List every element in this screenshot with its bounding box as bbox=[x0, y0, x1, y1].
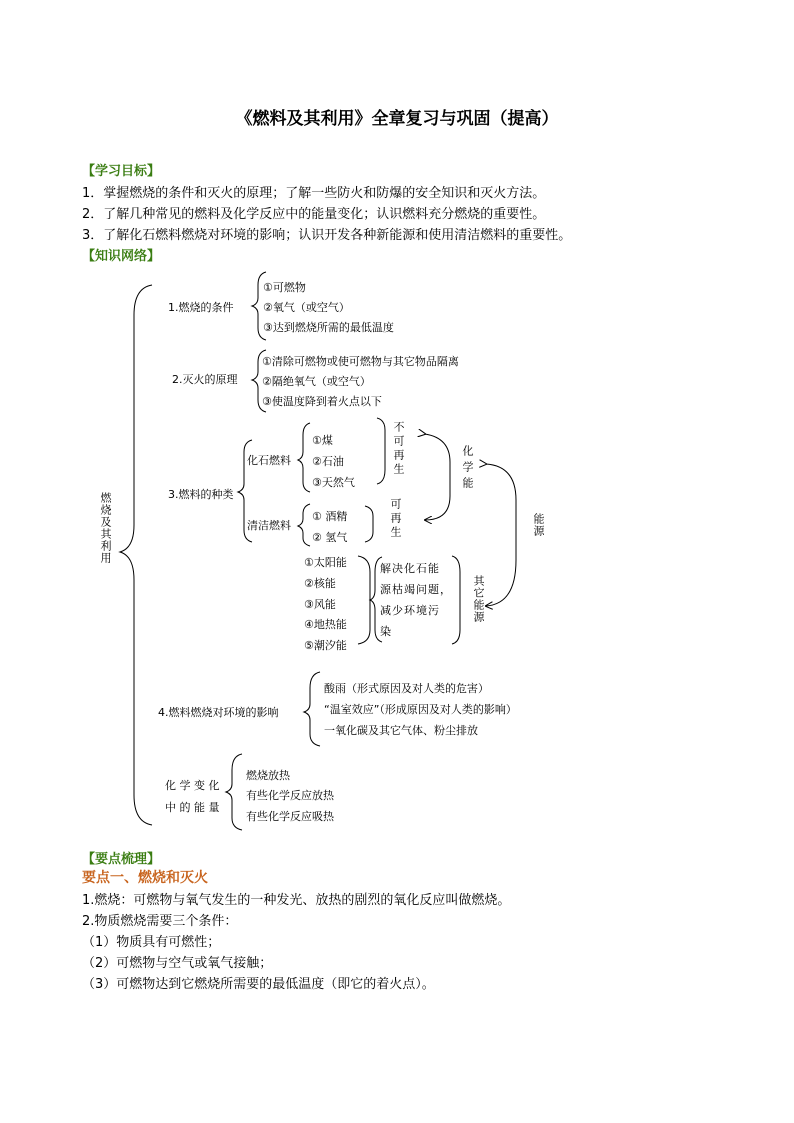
solve-line: 源枯竭问题， bbox=[380, 583, 452, 596]
combustion-item: ③达到燃烧所需的最低温度 bbox=[263, 321, 394, 334]
connector-energy bbox=[486, 464, 516, 606]
objectives-heading: 【学习目标】 bbox=[82, 164, 161, 179]
objective-item: 3．了解化石燃料燃烧对环境的影响；认识开发各种新能源和使用清洁燃料的重要性。 bbox=[82, 228, 572, 243]
brace-fossil bbox=[298, 423, 310, 492]
bracket-other-energy bbox=[452, 556, 460, 644]
clean-item: ② 氢气 bbox=[312, 531, 348, 544]
energy-label: 能源 bbox=[532, 513, 545, 537]
energy-change-label: 化 学 变 化 bbox=[165, 779, 220, 792]
environment-item: “温室效应”（形成原因及对人类的影响） bbox=[324, 703, 517, 716]
brace-clean bbox=[298, 504, 310, 546]
keypoint-line: （3）可燃物达到它燃烧所需要的最低温度（即它的着火点）。 bbox=[82, 977, 435, 992]
energy-change-item: 燃烧放热 bbox=[246, 769, 290, 782]
energy-change-item: 有些化学反应放热 bbox=[246, 789, 334, 802]
page-title: 《燃料及其利用》全章复习与巩固（提高） bbox=[235, 109, 559, 129]
keypoints-heading: 【要点梳理】 bbox=[82, 852, 161, 867]
environment-item: 一氧化碳及其它气体、粉尘排放 bbox=[324, 724, 478, 737]
keypoint-title: 要点一、燃烧和灭火 bbox=[82, 870, 208, 886]
chemical-energy-label: 化学能 bbox=[461, 445, 474, 493]
extinguish-label: 2.灭火的原理 bbox=[172, 373, 238, 386]
other-energy-item: ④地热能 bbox=[304, 618, 347, 631]
root-brace bbox=[120, 285, 152, 825]
clean-item: ① 酒精 bbox=[312, 510, 348, 523]
network-heading: 【知识网络】 bbox=[82, 249, 161, 264]
fossil-label: 化石燃料 bbox=[247, 454, 291, 467]
energy-change-item: 有些化学反应吸热 bbox=[246, 810, 334, 823]
keypoint-line: 2.物质燃烧需要三个条件： bbox=[82, 914, 238, 929]
extinguish-item: ③使温度降到着火点以下 bbox=[262, 395, 382, 408]
keypoint-line: 1.燃烧：可燃物与氧气发生的一种发光、放热的剧烈的氧化反应叫做燃烧。 bbox=[82, 893, 511, 908]
extinguish-item: ②隔绝氧气（或空气） bbox=[262, 375, 371, 388]
objective-item: 1．掌握燃烧的条件和灭火的原理；了解一些防火和防爆的安全知识和灭火方法。 bbox=[82, 186, 546, 201]
bracket-other-list bbox=[358, 556, 370, 644]
solve-line: 解决化石能 bbox=[380, 562, 440, 575]
bracket-nonrenewable bbox=[377, 418, 385, 484]
other-energy-item: ②核能 bbox=[304, 577, 336, 590]
brace-environment bbox=[304, 672, 320, 746]
combustion-item: ②氧气（或空气） bbox=[263, 301, 350, 314]
nonrenewable-label: 不可再生 bbox=[392, 421, 405, 477]
other-energy-item: ⑤潮汐能 bbox=[304, 639, 347, 652]
fossil-item: ③天然气 bbox=[312, 476, 355, 489]
solve-line: 染 bbox=[380, 625, 391, 638]
combustion-item: ①可燃物 bbox=[263, 281, 306, 294]
solve-line: 减少环境污 bbox=[380, 604, 440, 617]
extinguish-item: ①清除可燃物或使可燃物与其它物品隔离 bbox=[262, 355, 459, 368]
clean-label: 清洁燃料 bbox=[247, 519, 291, 532]
other-energy-item: ③风能 bbox=[304, 598, 336, 611]
root-label: 燃烧及其利用 bbox=[99, 492, 112, 564]
fuels-label: 3.燃料的种类 bbox=[168, 488, 234, 501]
other-energy-label: 其它能源 bbox=[472, 575, 485, 623]
energy-change-label: 中 的 能 量 bbox=[165, 801, 220, 814]
connector-chemical bbox=[425, 434, 450, 520]
other-energy-item: ①太阳能 bbox=[304, 556, 347, 569]
objective-item: 2．了解几种常见的燃料及化学反应中的能量变化；认识燃料充分燃烧的重要性。 bbox=[82, 207, 546, 222]
keypoint-line: （2）可燃物与空气或氧气接触； bbox=[82, 956, 273, 971]
bracket-renewable bbox=[365, 506, 373, 542]
renewable-label: 可再生 bbox=[389, 498, 402, 540]
keypoint-line: （1）物质具有可燃性； bbox=[82, 935, 221, 950]
fossil-item: ①煤 bbox=[312, 434, 333, 447]
fossil-item: ②石油 bbox=[312, 455, 344, 468]
brace-energy-change bbox=[226, 754, 242, 830]
environment-item: 酸雨（形式原因及对人类的危害） bbox=[324, 682, 489, 695]
combustion-label: 1.燃烧的条件 bbox=[168, 301, 234, 314]
environment-label: 4.燃料燃烧对环境的影响 bbox=[158, 706, 279, 719]
